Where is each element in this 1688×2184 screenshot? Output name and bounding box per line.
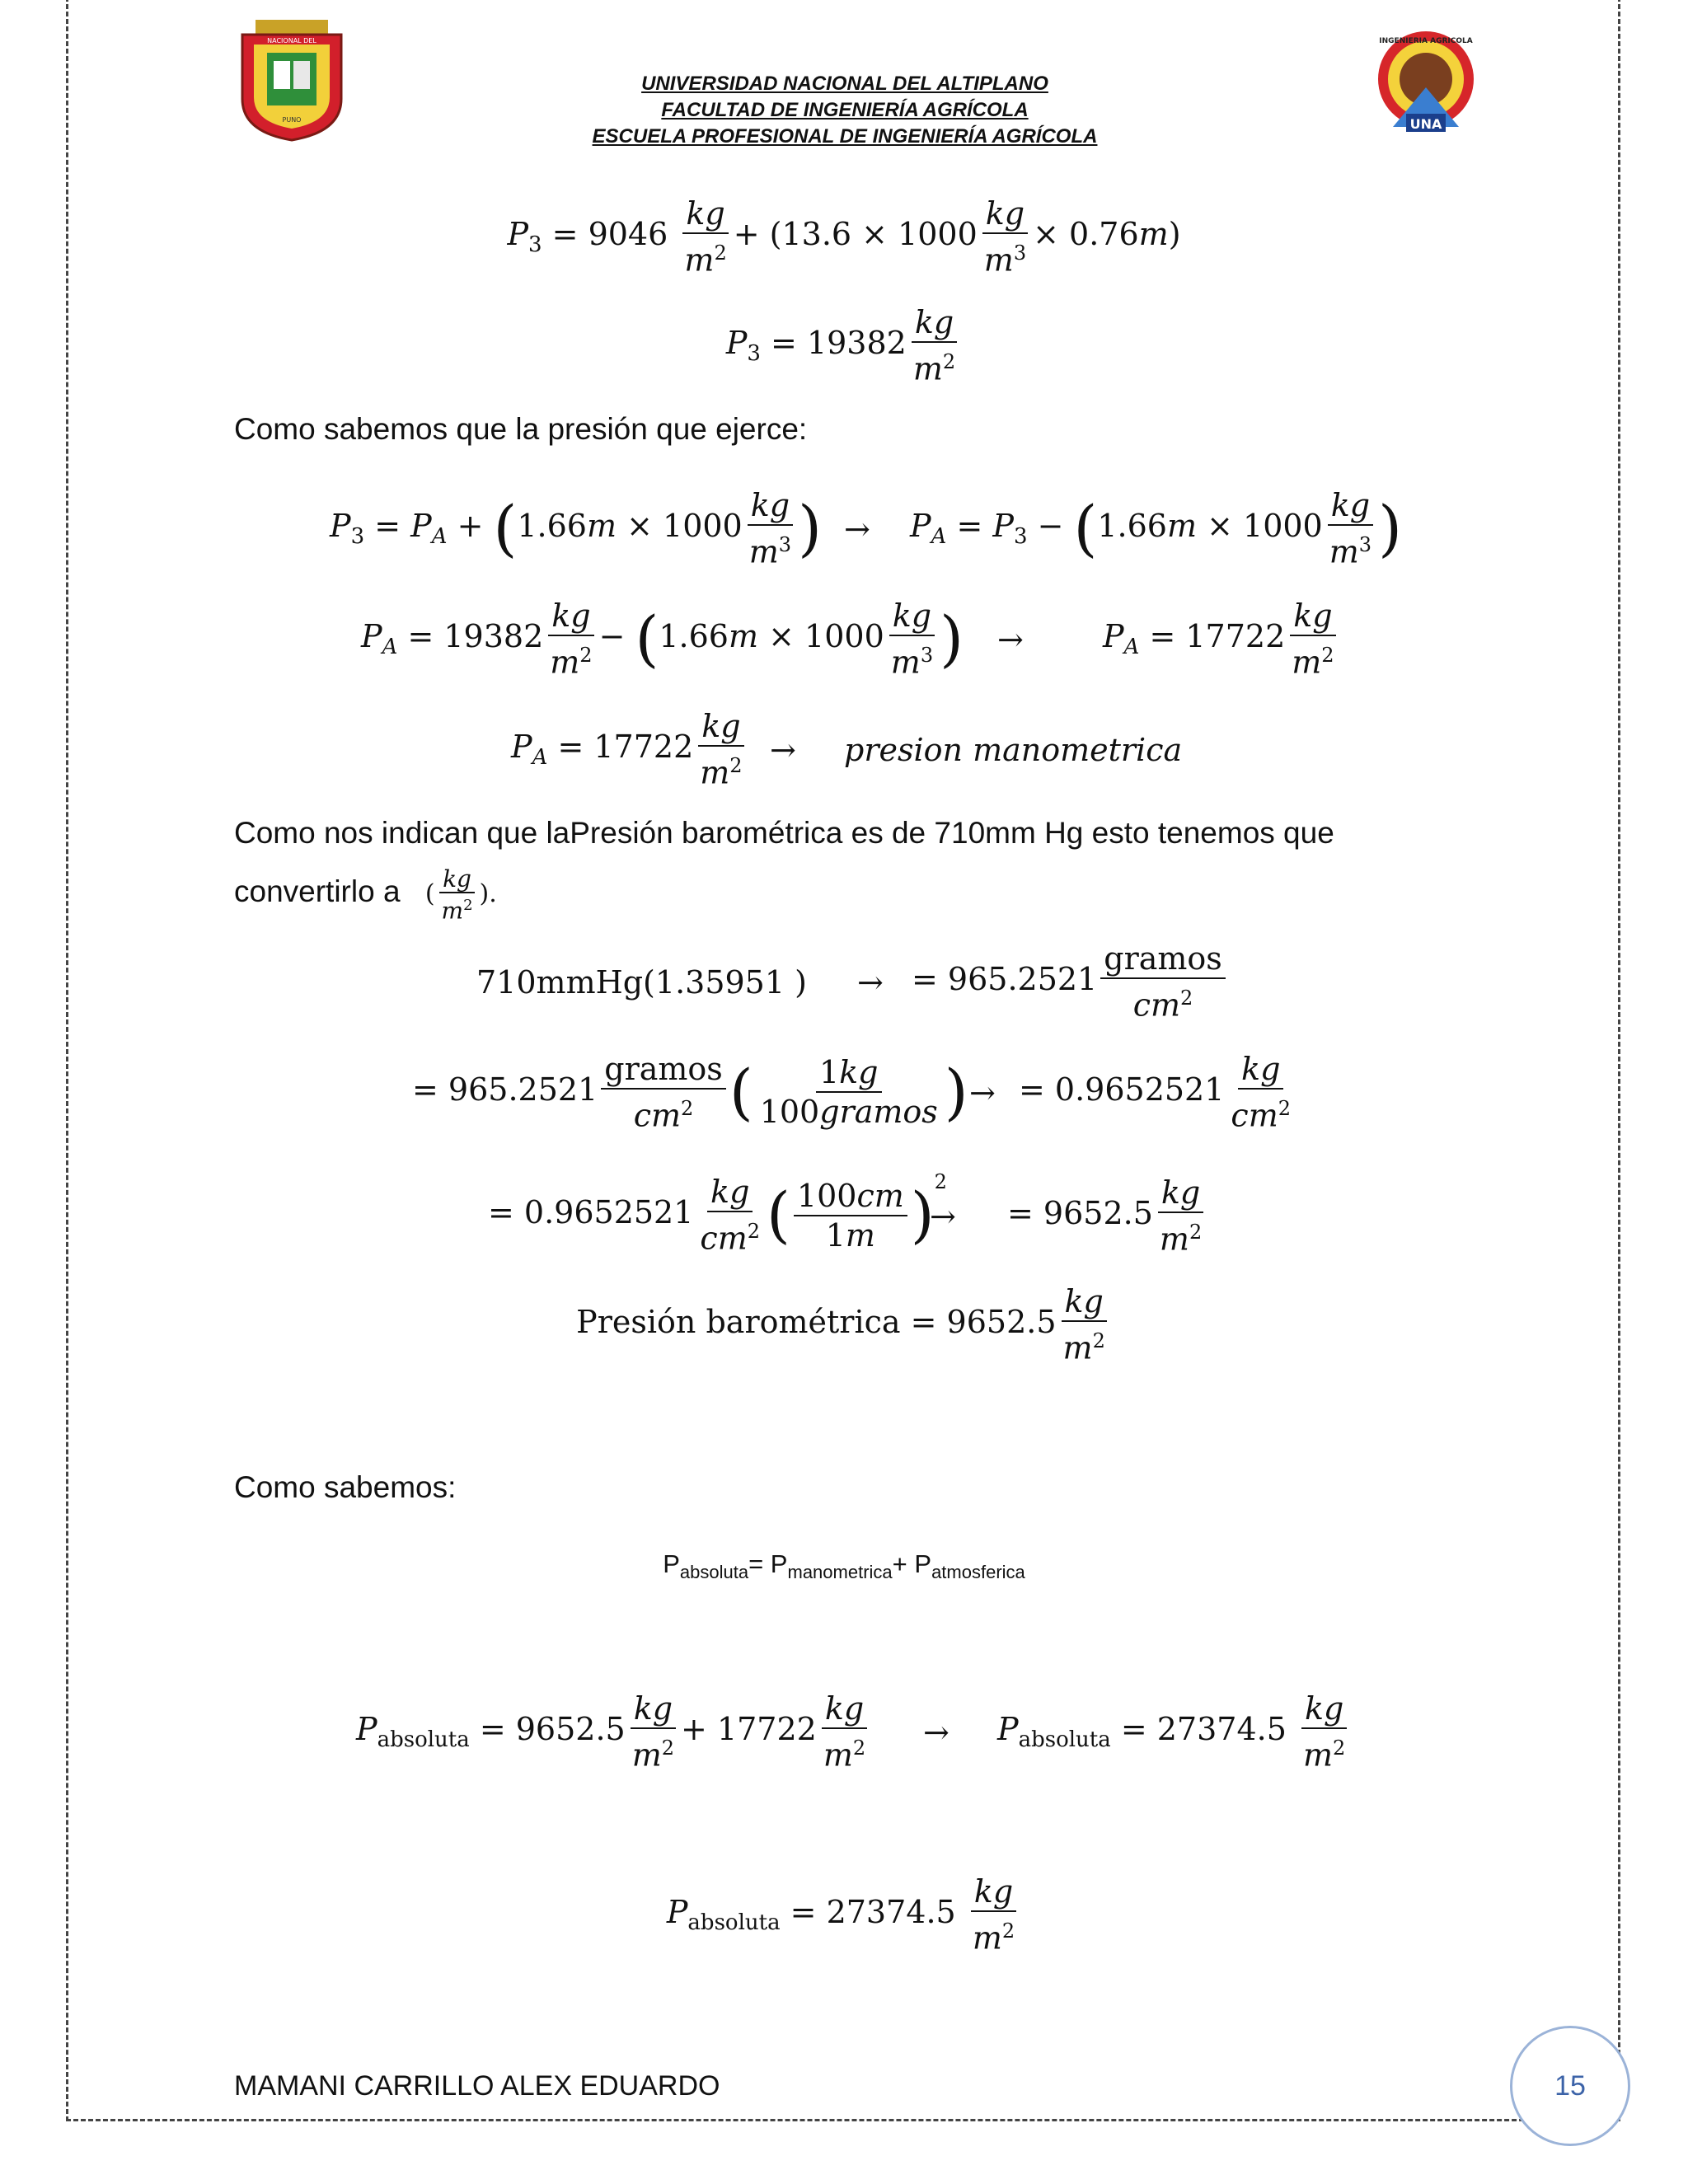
paragraph-presion-ejerce: Como sabemos que la presión que ejerce: — [234, 412, 808, 446]
equation-pa-isolated: $P_A = P_3 - (1.66m \times 1000$ $\frac{kg}{m^3}$ ) — [910, 487, 1402, 570]
equation-pa-relation: $P_3 = P_A + (1.66m \times 1000$ $\frac{kg}{m^3}$ ) — [330, 487, 822, 570]
equation-pa-manometric: $P_A = 17722$ $\frac{kg}{m^2}$ — [511, 707, 749, 792]
arrow-5: → — [969, 1075, 996, 1111]
crest-bottom-text: PUNO — [282, 116, 302, 124]
equation-absolute-final: $P_{absoluta} = 27374.5$ $\frac{kg}{m^2}$ — [0, 1872, 1688, 1957]
equation-gramos-cm2: = 965.2521 $\frac{\text{gramos}}{cm^2}$ — [912, 940, 1229, 1024]
university-crest-logo — [234, 16, 349, 142]
equation-pa-value: $P_A = 17722$ $\frac{kg}{m^2}$ — [1103, 597, 1341, 682]
arc-text: INGENIERIA AGRICOLA — [1379, 37, 1473, 45]
equation-barometric-result: Presión barométrica = 9652.5 $\frac{kg}{m^2}$ — [0, 1282, 1688, 1367]
document-header — [495, 71, 1195, 150]
crest-top-text: NACIONAL DEL — [267, 37, 316, 45]
arrow-6: → — [930, 1198, 956, 1235]
equation-kg-cm2: = 0.9652521 $\frac{kg}{cm^2}$ — [1019, 1051, 1292, 1134]
equation-p3-result: $P_3 = 19382$ $\frac{kg}{m^2}$ — [0, 303, 1688, 388]
equation-mmhg: 710mmHg(1.35951 ) — [476, 964, 807, 1001]
arrow-3: → — [770, 732, 796, 768]
paragraph-convert: convertirlo a ( $\frac{kg}{m^2}$ ). — [234, 865, 497, 925]
paragraph-como-sabemos: Como sabemos: — [234, 1470, 457, 1504]
faculty-gear-logo — [1360, 28, 1492, 140]
arrow-7: → — [923, 1714, 950, 1750]
equation-absolute-sum: $P_{absoluta} = 9652.5$ $\frac{kg}{m^2}$ + 17722 $\frac{kg}{m^2}$ — [356, 1690, 872, 1774]
footer-author: MAMANI CARRILLO ALEX EDUARDO — [234, 2070, 720, 2102]
equation-absolute-value: $P_{absoluta} = 27374.5$ $\frac{kg}{m^2}$ — [997, 1690, 1352, 1774]
equation-gramos-to-kg: = 965.2521 $\frac{\text{gramos}}{cm^2}$ ( $\frac{1kg}{\text{100gramos}}$ ) — [412, 1051, 968, 1134]
formula-absolute-pressure: $P_{absoluta}= P_{manometrica}+ P_{atmosferica}$ — [663, 1549, 1025, 1583]
label-presion-manometrica: presion manometrica — [844, 732, 1183, 768]
arrow-1: → — [844, 511, 870, 547]
arrow-2: → — [997, 621, 1024, 658]
equation-p3-expansion: $P_3 = 9046$ $\frac{kg}{m^2}$ + (13.6 × 1000 $\frac{kg}{m^3}$ × 0.76m) — [507, 195, 1181, 279]
header-faculty: FACULTAD DE INGENIERÍA AGRÍCOLA — [661, 99, 1029, 121]
arrow-4: → — [857, 964, 884, 1001]
una-text: UNA — [1409, 116, 1442, 132]
page-number: 15 — [1510, 2026, 1630, 2146]
paragraph-barometric: Como nos indican que laPresión barométrica es de 710mm Hg esto tenemos que — [234, 816, 1334, 850]
header-school: ESCUELA PROFESIONAL DE INGENIERÍA AGRÍCOLA — [592, 125, 1098, 148]
equation-pa-substitution: $P_A = 19382$ $\frac{kg}{m^2}$ − (1.66m × 1000 $\frac{kg}{m^3}$ ) — [361, 598, 964, 681]
equation-kg-m2: = 9652.5 $\frac{kg}{m^2}$ — [1007, 1174, 1208, 1258]
header-university: UNIVERSIDAD NACIONAL DEL ALTIPLANO — [641, 73, 1048, 95]
equation-cm-to-m: = 0.9652521 $\frac{kg}{cm^2}$ ( $\frac{100cm}{1m}$ )$^2$ — [488, 1170, 947, 1257]
